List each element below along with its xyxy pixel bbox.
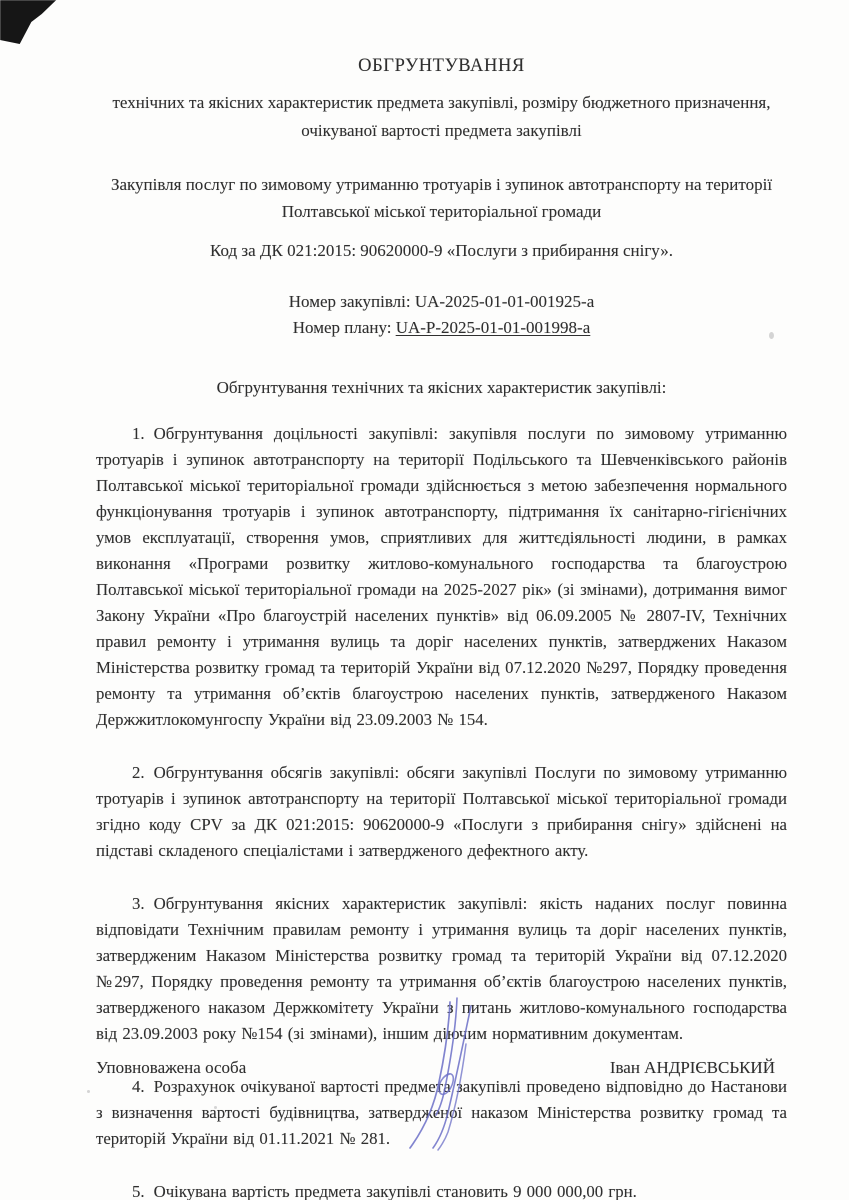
paragraph-3: [96, 891, 787, 1047]
paragraph-4: [96, 1074, 787, 1152]
paragraph-number: 1.: [132, 424, 145, 443]
paragraph-number: 3.: [132, 894, 145, 913]
purchase-number-line: [96, 289, 787, 315]
signature-block: [96, 1058, 775, 1078]
plan-number-value: UA-P-2025-01-01-001998-a: [395, 318, 591, 337]
paragraph-text: Обгрунтування обсягів закупівлі: обсяги закупівлі Послуги по зимовому утриманню тротуарів і зупинок автотранспорту на території Полтавської міської територіальної громади згідно коду CPV за ДК 021:2015: 90620000-9 «Послуги з прибирання снігу» здійснені на підставі складеного спеціалістами і затвердженого дефектного акту.: [96, 763, 787, 860]
document-subtitle: технічних та якісних характеристик предмета закупівлі, розміру бюджетного призначення, очікуваної вартості предмета закупівлі: [112, 93, 771, 140]
paragraph-text: Обгрунтування доцільності закупівлі: закупівля послуги по зимовому утриманню тротуарів і зупинок автотранспорту на території Подільського та Шевченківського районів Полтавської міської територіальної громади здійснюється з метою забезпечення нормального функціонування тротуарів і зупинок автотранспорту, підтримання їх санітарно-гігієнічних умов експлуатації, створення умов, сприятливих для життєдіяльності людини, в рамках виконання «Програми розвитку житлово-комунального господарства та благоустрою Полтавської міської територіальної громади на 2025-2027 рік» (зі змінами), дотримання вимог Закону України «Про благоустрій населених пунктів» від 06.09.2005 № 2807-IV, Технічних правил ремонту і утримання вулиць та доріг населених пунктів, затверджених Наказом Міністерства розвитку громад та територій України від 07.12.2020 №297, Порядку проведення ремонту та утримання об’єктів благоустрою населених пунктів, затвердженого Наказом Держжитлокомунгоспу України від 23.09.2003 № 154.: [96, 424, 787, 729]
paragraph-2: [96, 760, 787, 864]
paragraph-number: 4.: [132, 1077, 145, 1096]
dk-code-line: Код за ДК 021:2015: 90620000-9 «Послуги з прибирання снігу».: [210, 241, 673, 260]
paragraph-text: Розрахунок очікуваної вартості предмета закупівлі проведено відповідно до Настанови з визначення вартості будівництва, затвердженої наказом Міністерства розвитку громад та територій України від 01.11.2021 № 281.: [96, 1077, 787, 1148]
paragraph-5: [96, 1179, 787, 1200]
signer-role: Уповноважена особа: [96, 1058, 247, 1077]
scan-corner-artifact: [0, 0, 58, 50]
document-title: ОБГРУНТУВАННЯ: [358, 56, 525, 76]
plan-number-label: Номер плану:: [292, 318, 396, 337]
procurement-numbers-block: [96, 289, 787, 341]
paragraph-text: Очікувана вартість предмета закупівлі становить 9 000 000,00 грн.: [153, 1182, 637, 1200]
paragraph-number: 2.: [132, 763, 145, 782]
plan-number-line: [96, 315, 787, 341]
scan-speck: [87, 1090, 90, 1093]
signer-name: Іван АНДРІЄВСЬКИЙ: [609, 1058, 775, 1077]
paragraph-text: Обгрунтування якісних характеристик закупівлі: якість наданих послуг повинна відповідати Технічним правилам ремонту і утримання вулиць та доріг населених пунктів, затвердженим Наказом Міністерства розвитку громад та територій України від 07.12.2020 №297, Порядку проведення ремонту та утримання об’єктів благоустрою населених пунктів, затвердженого наказом Держкомітету України з питань житлово-комунального господарства від 23.09.2003 року №154 (зі змінами), іншим діючим нормативним документам.: [96, 894, 787, 1043]
procurement-subject: Закупівля послуг по зимовому утриманню тротуарів і зупинок автотранспорту на території Полтавської міської територіальної громади: [110, 175, 773, 221]
paragraph-1: [96, 421, 787, 733]
purchase-number-value: UA-2025-01-01-001925-a: [414, 292, 595, 311]
document-content: [96, 0, 787, 1200]
paragraph-number: 5.: [132, 1182, 145, 1200]
section-heading: Обгрунтування технічних та якісних характеристик закупівлі:: [216, 378, 667, 397]
purchase-number-label: Номер закупівлі:: [288, 292, 415, 311]
